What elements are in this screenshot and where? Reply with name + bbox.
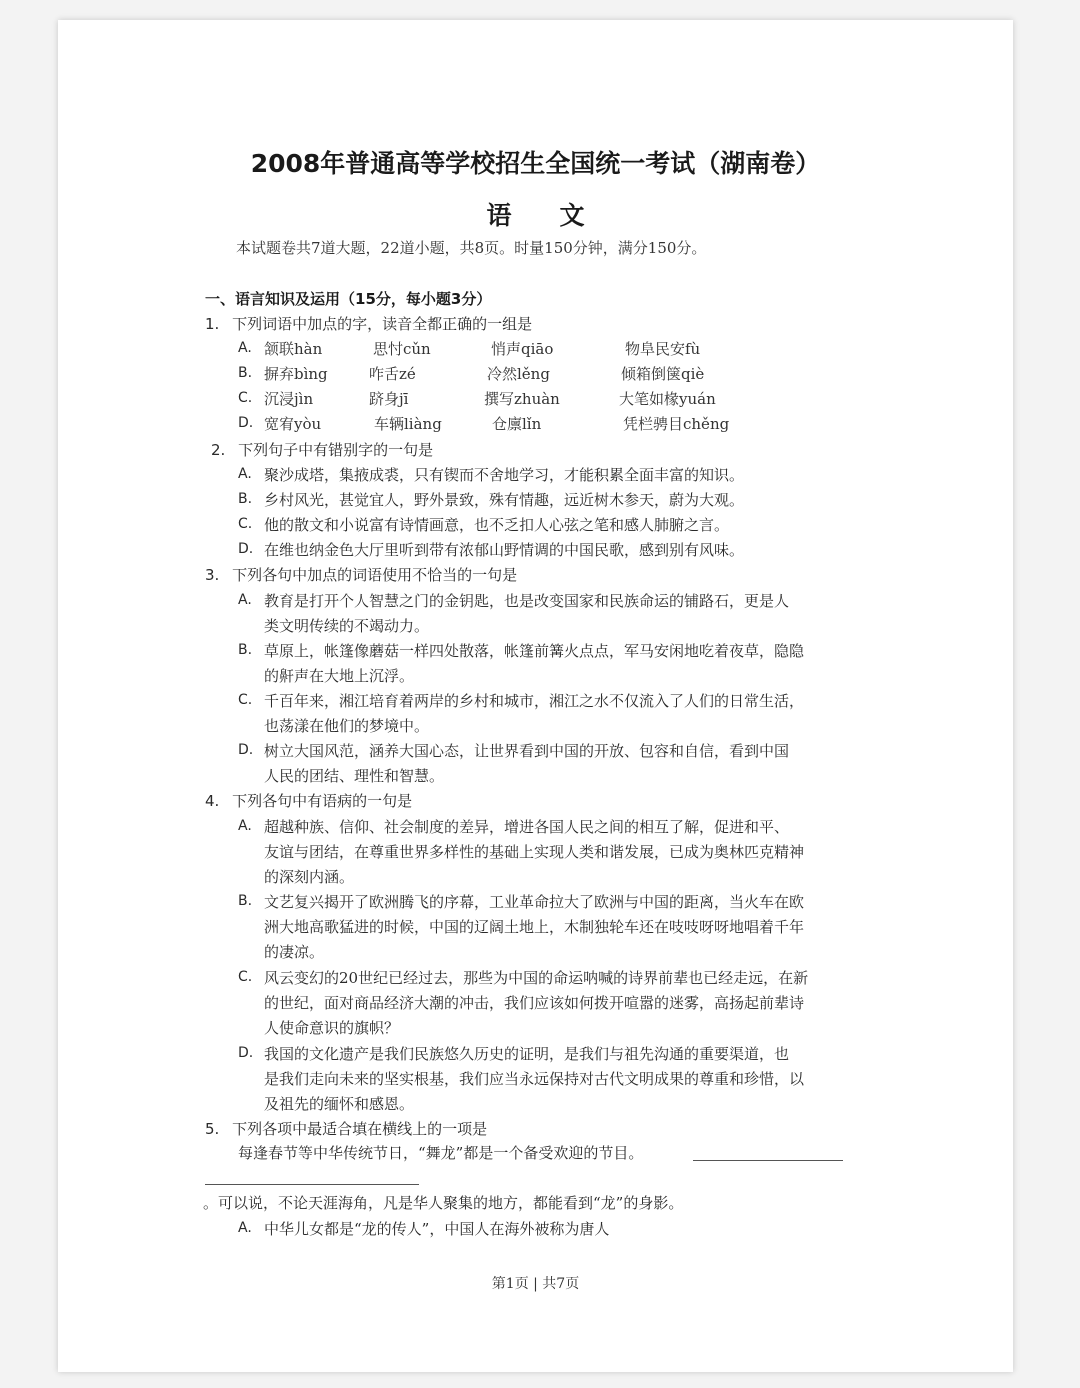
question-stem: 下列词语中加点的字，读音全都正确的一组是 (232, 315, 533, 333)
option-letter: C. (238, 516, 253, 532)
option-text: 聚沙成塔，集掖成裘，只有锲而不舍地学习，才能积累全面丰富的知识。 (264, 466, 745, 484)
question-stem: 下列句子中有错别字的一句是 (238, 441, 434, 459)
q5-fill-blank-continued (205, 1184, 419, 1185)
option-letter: D. (238, 415, 254, 431)
option-letter: B. (238, 642, 253, 658)
option-text: 也荡漾在他们的梦境中。 (264, 717, 430, 735)
option-cell: 车辆liàng (374, 415, 442, 433)
subject-heading: 语文 (486, 201, 633, 230)
question-4 (205, 790, 412, 811)
option-letter: B. (238, 365, 253, 381)
option-cell: 跻身jī (369, 390, 409, 408)
option-letter: D. (238, 742, 254, 758)
option-text: 乡村风光，甚觉宜人，野外景致，殊有情趣，远近树木参天，蔚为大观。 (264, 491, 745, 509)
option-letter: A. (238, 1220, 252, 1236)
option-letter: A. (238, 818, 252, 834)
question-5 (205, 1118, 487, 1139)
option-cell: 物阜民安fù (625, 340, 701, 358)
option-text: 的凄凉。 (264, 943, 325, 961)
option-text: 教育是打开个人智慧之门的金钥匙，也是改变国家和民族命运的铺路石，更是人 (264, 592, 790, 610)
option-letter: C. (238, 692, 253, 708)
option-text: 千百年来，湘江培育着两岸的乡村和城市，湘江之水不仅流入了人们的日常生活， (264, 692, 805, 710)
page-footer: 第1页 | 共7页 (491, 1276, 580, 1292)
option-cell: 凭栏骋目chěng (623, 415, 730, 433)
option-cell: 咋舌zé (369, 365, 416, 383)
question-1 (205, 313, 532, 334)
question-stem: 下列各句中加点的词语使用不恰当的一句是 (232, 566, 518, 584)
question-stem: 下列各项中最适合填在横线上的一项是 (232, 1120, 488, 1138)
option-letter: B. (238, 893, 253, 909)
question-number: 1. (205, 315, 220, 333)
option-letter: A. (238, 340, 252, 356)
option-letter: D. (238, 1045, 254, 1061)
option-text: 我国的文化遗产是我们民族悠久历史的证明，是我们与祖先沟通的重要渠道，也 (264, 1045, 790, 1063)
option-text: 草原上，帐篷像蘑菇一样四处散落，帐篷前篝火点点，军马安闲地吃着夜草，隐隐 (264, 642, 805, 660)
option-cell: 悄声qiāo (491, 340, 554, 358)
option-text: 是我们走向未来的坚实根基，我们应当永远保持对古代文明成果的尊重和珍惜，以 (264, 1070, 805, 1088)
option-text: 文艺复兴揭开了欧洲腾飞的序幕，工业革命拉大了欧洲与中国的距离，当火车在欧 (264, 893, 805, 911)
option-cell: 颔联hàn (264, 340, 323, 358)
option-text: 在维也纳金色大厅里听到带有浓郁山野情调的中国民歌，感到别有风味。 (264, 541, 745, 559)
option-cell: 冷然lěng (487, 365, 550, 383)
option-letter: D. (238, 541, 254, 557)
option-text: 类文明传续的不竭动力。 (264, 617, 430, 635)
q5-passage-line-1: 每逢春节等中华传统节日，“舞龙”都是一个备受欢迎的节目。 (238, 1144, 644, 1162)
question-2 (211, 439, 433, 460)
option-letter: B. (238, 491, 253, 507)
option-text: 他的散文和小说富有诗情画意，也不乏扣人心弦之笔和感人肺腑之言。 (264, 516, 730, 534)
option-cell: 仓廪lǐn (492, 415, 542, 433)
option-cell: 撰写zhuàn (484, 390, 560, 408)
option-cell: 思忖cǔn (373, 340, 431, 358)
option-text: 洲大地高歌猛进的时候，中国的辽阔土地上，木制独轮车还在吱吱呀呀地唱着千年 (264, 918, 805, 936)
option-text: 及祖先的缅怀和感恩。 (264, 1095, 415, 1113)
option-text: 树立大国风范，涵养大国心态，让世界看到中国的开放、包容和自信，看到中国 (264, 742, 790, 760)
option-text: 的鼾声在大地上沉浮。 (264, 667, 415, 685)
option-cell: 大笔如椽yuán (619, 390, 716, 408)
option-letter: C. (238, 969, 253, 985)
option-text: 友谊与团结，在尊重世界多样性的基础上实现人类和谐发展，已成为奥林匹克精神 (264, 843, 805, 861)
option-letter: A. (238, 466, 252, 482)
option-text: 中华儿女都是“龙的传人”，中国人在海外被称为唐人 (264, 1220, 610, 1238)
option-text: 人使命意识的旗帜？ (264, 1019, 400, 1037)
option-cell: 宽宥yòu (264, 415, 322, 433)
question-number: 5. (205, 1120, 220, 1138)
question-number: 4. (205, 792, 220, 810)
option-text: 风云变幻的20世纪已经过去，那些为中国的命运呐喊的诗界前辈也已经走远，在新 (264, 969, 809, 987)
option-cell: 沉浸jìn (264, 390, 314, 408)
exam-title: 2008年普通高等学校招生全国统一考试（湖南卷） (250, 149, 821, 178)
question-3 (205, 564, 517, 585)
option-text: 的深刻内涵。 (264, 868, 355, 886)
question-stem: 下列各句中有语病的一句是 (232, 792, 413, 810)
option-cell: 摒弃bìng (264, 365, 328, 383)
option-letter: A. (238, 592, 252, 608)
q5-fill-blank (693, 1160, 843, 1161)
option-letter: C. (238, 390, 253, 406)
exam-intro: 本试题卷共7道大题，22道小题，共8页。时量150分钟，满分150分。 (236, 239, 707, 257)
option-text: 超越种族、信仰、社会制度的差异，增进各国人民之间的相互了解，促进和平、 (264, 818, 790, 836)
question-number: 2. (211, 441, 226, 459)
option-cell: 倾箱倒箧qiè (621, 365, 705, 383)
section-heading: 一、语言知识及运用（15分，每小题3分） (205, 290, 492, 308)
option-text: 的世纪，面对商品经济大潮的冲击，我们应该如何拨开喧嚣的迷雾，高扬起前辈诗 (264, 994, 805, 1012)
exam-page (58, 20, 1013, 1372)
question-number: 3. (205, 566, 220, 584)
option-text: 人民的团结、理性和智慧。 (264, 767, 445, 785)
q5-passage-line-2: 。可以说，不论天涯海角，凡是华人聚集的地方，都能看到“龙”的身影。 (203, 1194, 684, 1212)
